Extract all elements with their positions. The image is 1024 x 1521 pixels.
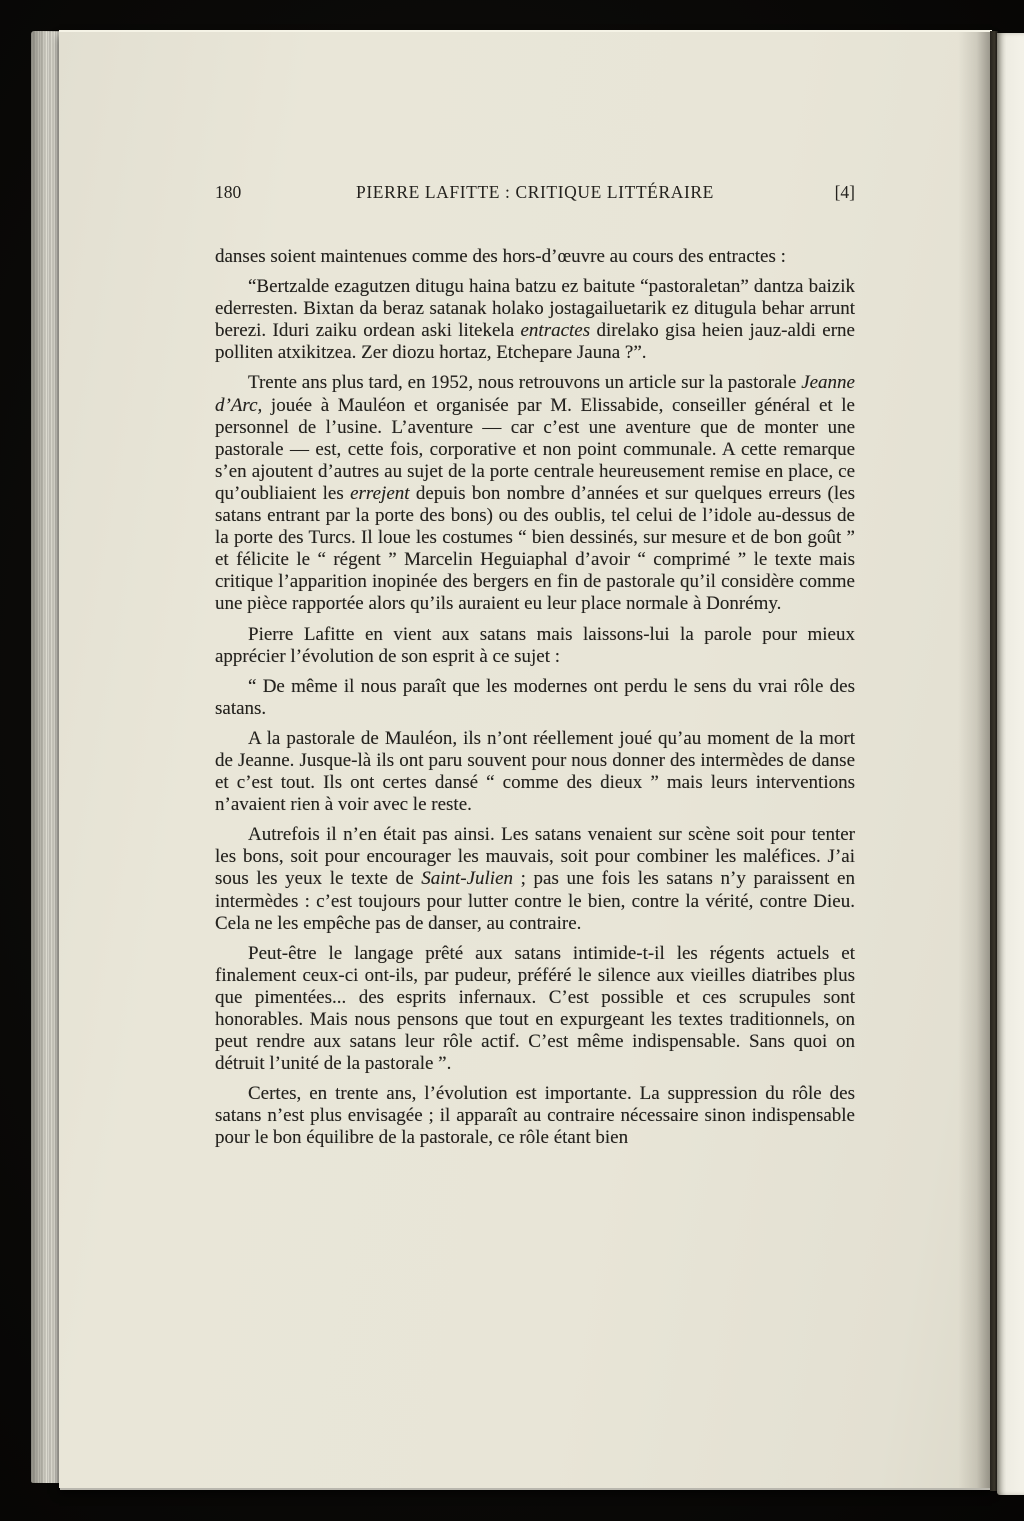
text-run: “Bertzalde ezagutzen ditugu haina batzu ez baitute “pastoraletan” dantza baizik ederresten. Bixtan da beraz satanak holako jostagailuetarik ez ditugula behar arrunt berezi. Iduri zaiku ordean aski litekela: [215, 276, 855, 342]
paragraph: [215, 1083, 855, 1149]
running-title: PIERRE LAFITTE : CRITIQUE LITTÉRAIRE: [356, 182, 714, 202]
page-header: [215, 182, 855, 202]
paragraph: [215, 372, 855, 615]
italic-text-run: entractes: [520, 320, 591, 342]
text-run: Trente ans plus tard, en 1952, nous retrouvons un article sur la pastorale: [248, 372, 802, 394]
paragraph: [215, 246, 855, 268]
italic-text-run: errejent: [350, 482, 410, 504]
text-run: Certes, en trente ans, l’évolution est importante. La suppression du rôle des satans n’est plus envisagée ; il apparaît au contraire nécessaire sinon indispensable pour le bon équilibre de la pastorale, ce rôle étant bien: [215, 1083, 855, 1149]
text-run: depuis bon nombre d’années et sur quelques erreurs (les satans entrant par la porte des bons) ou des oublis, tel celui de l’idole au-dessus de la porte des Turcs. Il loue les costumes “ bien dessinés, sur mesure et de bon goût ” et félicite le “ régent ” Marcelin Heguiaphal d’avoir “ comprimé ” le texte mais critique l’apparition inopinée des bergers en fin de pastorale qu’il considère comme une pièce rapportée alors qu’ils auraient eu leur place normale à Donrémy.: [215, 482, 855, 615]
page-body: [215, 246, 855, 1150]
book-page-edges: [31, 31, 61, 1483]
paragraph: [215, 728, 855, 816]
paragraph: [215, 624, 855, 668]
page-number: 180: [215, 182, 242, 202]
text-run: direlako gisa heien jauz-aldi erne polliten atxikitzea. Zer diozu hortaz, Etchepare Jauna ?”.: [215, 320, 855, 364]
italic-text-run: Saint-Julien: [421, 868, 513, 890]
page-content: [215, 182, 855, 1158]
text-run: “ De même il nous paraît que les modernes ont perdu le sens du vrai rôle des satans.: [215, 675, 855, 719]
paragraph: [215, 943, 855, 1076]
text-run: jouée à Mauléon et organisée par M. Elissabide, conseiller général et le personnel de l’usine. L’aventure — car c’est une aventure que de monter une pastorale — est, cette fois, corporative et non point communale. A cette remarque s’en ajoutent d’autres au sujet de la porte centrale heureusement remise en place, ce qu’oubliaient les: [215, 394, 855, 504]
text-run: Autrefois il n’en était pas ainsi. Les satans venaient sur scène soit pour tenter les bons, soit pour encourager les mauvais, soit pour combiner les maléfices. J’ai sous les yeux le texte de: [215, 824, 855, 890]
italic-text-run: Jeanne d’Arc,: [215, 372, 855, 416]
text-run: danses soient maintenues comme des hors-d’œuvre au cours des entractes :: [215, 246, 786, 267]
text-run: Pierre Lafitte en vient aux satans mais laissons-lui la parole pour mieux apprécier l’évolution de son esprit à ce sujet :: [215, 623, 855, 667]
text-run: ; pas une fois les satans n’y paraissent en intermèdes : c’est toujours pour lutter contre le bien, contre la vérité, contre Dieu. Cela ne les empêche pas de danser, au contraire.: [215, 868, 855, 934]
text-run: Peut-être le langage prêté aux satans intimide-t-il les régents actuels et finalement ceux-ci ont-ils, par pudeur, préféré le silence aux vieilles diatribes plus que pimentées... des esprits infernaux. C’est possible et ces scrupules sont honorables. Mais nous pensons que tout en expurgeant les textes traditionnels, on peut rendre aux satans leur rôle actif. C’est même indispensable. Sans quoi on détruit l’unité de la pastorale ”.: [215, 942, 855, 1075]
paragraph: [215, 676, 855, 720]
paragraph: [215, 276, 855, 364]
paragraph: [215, 824, 855, 934]
issue-reference: [4]: [834, 182, 855, 202]
book-page: [59, 30, 992, 1488]
next-page-edge: [997, 33, 1024, 1495]
text-run: A la pastorale de Mauléon, ils n’ont réellement joué qu’au moment de la mort de Jeanne. Jusque-là ils ont paru souvent pour nous donner des intermèdes de danse et c’est tout. Ils ont certes dansé “ comme des dieux ” mais leurs interventions n’avaient rien à voir avec le reste.: [215, 727, 855, 816]
